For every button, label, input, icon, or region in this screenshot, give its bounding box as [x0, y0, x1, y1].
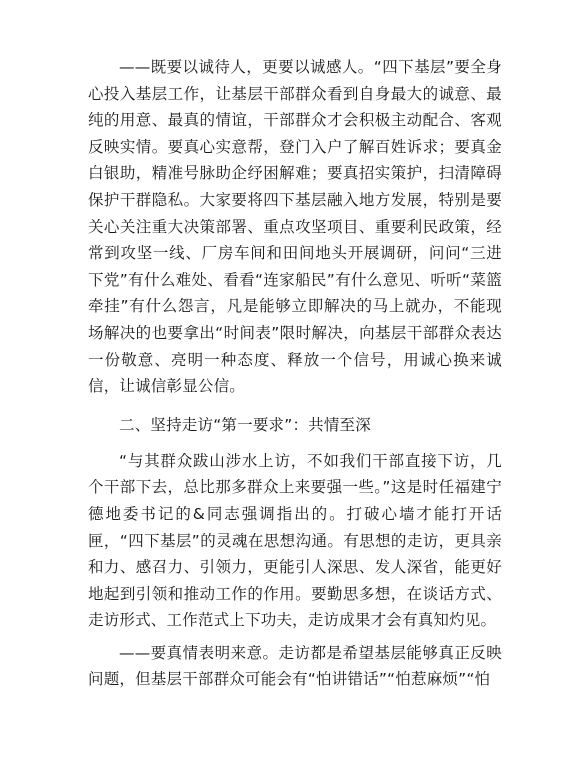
body-paragraph-2: “与其群众跋山涉水上访，不如我们干部直接下访，几个干部下去，总比那多群众上来要强一些。”这是时任福建宁德地委书记的&同志强调指出的。打破心墙才能打开话匣，“四下基层”的灵魂在思想沟通。有思想的走访，更具亲和力、感召力、引领力，更能引人深思、发人深省，能更好地起到引领和推动工作的作用。要勤思多想，在谈话方式、走访形式、工作范式上下功夫，走访成果才会有真知灼见。	[88, 451, 502, 630]
document-page	[88, 54, 502, 693]
body-paragraph-3: ——要真情表明来意。走访都是希望基层能够真正反映问题，但基层干部群众可能会有“怕讲错话”“怕惹麻烦”“怕	[88, 643, 502, 689]
section-heading: 二、坚持走访“第一要求”：共情至深	[119, 415, 371, 434]
body-paragraph-1: ——既要以诚待人，更要以诚感人。“四下基层”要全身心投入基层工作，让基层干部群众看到自身最大的诚意、最纯的用意、最真的情谊，干部群众才会积极主动配合、客观反映实情。要真心实意帮，登门入户了解百姓诉求；要真金白银助，精准号脉助企纾困解难；要真招实策护，扫清障碍保护干群隐私。大家要将四下基层融入地方发展，特别是要关心关注重大决策部署、重点攻坚项目、重要利民政策，经常到攻坚一线、厂房车间和田间地头开展调研，问问“三进下党”有什么难处、看看“连家船民”有什么意见、听听“菜篮牵挂”有什么怨言，凡是能够立即解决的马上就办，不能现场解决的也要拿出“时间表”限时解决，向基层干部群众表达一份敬意、亮明一种态度、释放一个信号，用诚心换来诚信，让诚信彰显公信。	[88, 58, 502, 396]
